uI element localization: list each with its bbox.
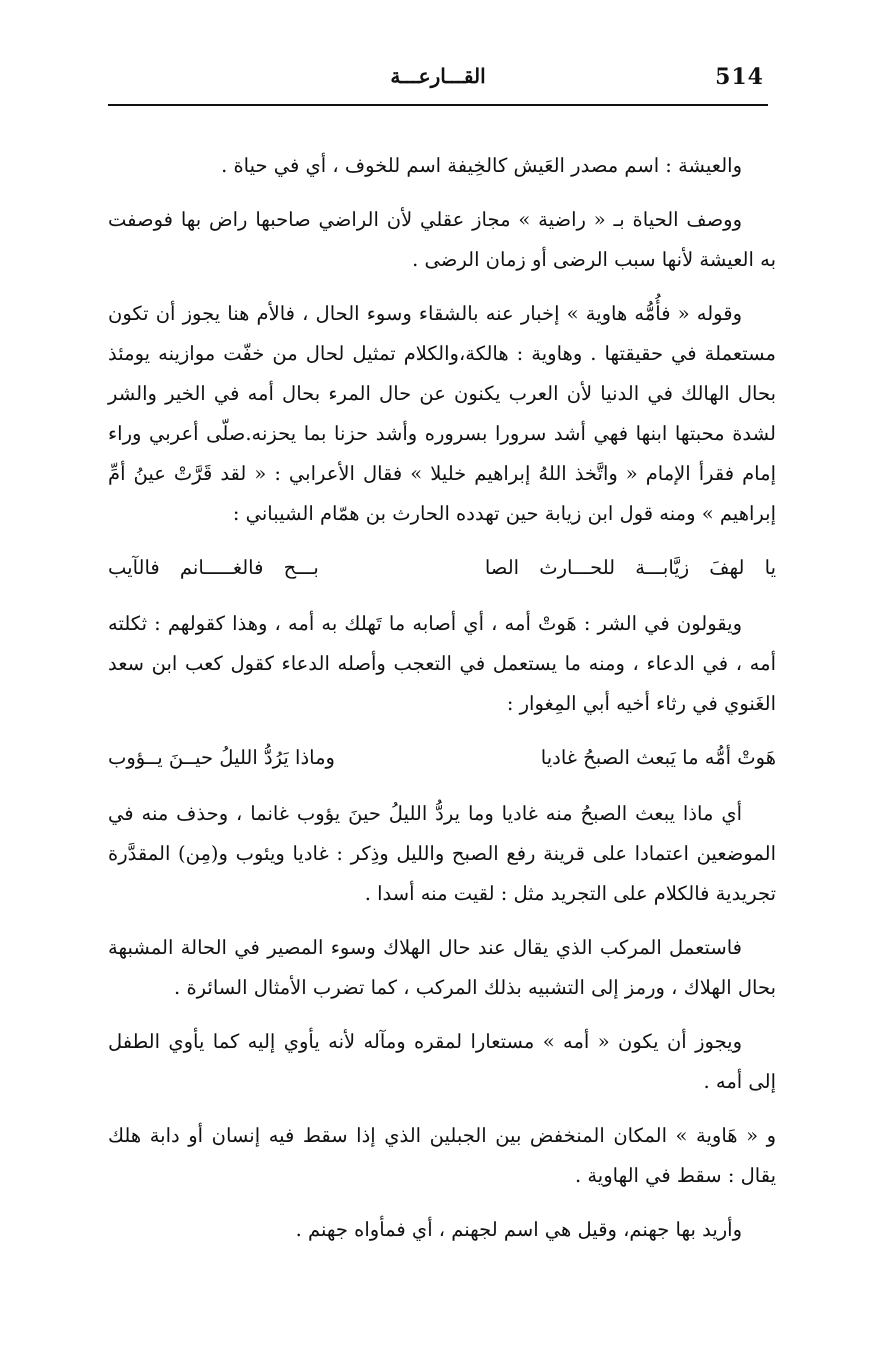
page-number: 514 [715, 64, 764, 90]
verse-hemistich-first: هَوتْ أمُّه ما يَبعث الصبحُ غاديا [540, 746, 776, 769]
paragraph-hawiya-place: و « هَاوية » المكان المنخفض بين الجبلين الذي إذا سقط فيه إنسان أو دابة هلك يقال : سقط في الهاوية . [108, 1124, 776, 1187]
paragraph-jahannam: وأريد بها جهنم، وقيل هي اسم لجهنم ، أي فمأواه جهنم . [295, 1218, 742, 1241]
paragraph-aisha-definition: والعيشة : اسم مصدر العَيش كالخِيفة اسم للخوف ، أي في حياة . [221, 154, 742, 177]
paragraph-ummuhu-hawiya: وقوله « فأُمُّه هاوية » إخبار عنه بالشقاء وسوء الحال ، فالأم هنا يجوز أن تكون مستعملة في حقيقتها . وهاوية : هالكة،والكلام تمثيل لحال من خفّت موازينه يومئذ بحال الهالك في الدنيا لأن العرب يكنون عن حال المرء بحال أمه في الخير والشر لشدة محبتها ابنها فهي أشد سرورا بسروره وأشد حزنا بما يحزنه.صلّى أعربي وراء إمام فقرأ الإمام « واتَّخذ اللهُ إبراهيم خليلا » فقال الأعرابي : « لقد قَرَّتْ عينُ أمِّ إبراهيم » ومنه قول ابن زيابة حين تهدده الحارث بن همّام الشيباني : [108, 302, 776, 525]
page-body [108, 146, 776, 1264]
verse-kaab-al-ghanawi [108, 738, 776, 778]
paragraph-composite-metaphor: فاستعمل المركب الذي يقال عند حال الهلاك وسوء المصير في الحالة المشبهة بحال الهلاك ، ورمز إلى التشبيه بذلك المركب ، كما تضرب الأمثال السائرة . [108, 936, 776, 999]
verse-hemistich-second: وماذا يَرُدُّ الليلُ حيــنَ يــؤوب [108, 746, 335, 769]
verse-hemistich-first: يا لهفَ زيَّابـــة للحـــارث الصا [484, 556, 776, 579]
verse-hemistich-second: بـــح فالغـــــانم فالآيب [108, 556, 319, 579]
paragraph-radiya: ووصف الحياة بـ « راضية » مجاز عقلي لأن الراضي صاحبها راض بها فوصفت به العيشة لأنها سبب الرضى أو زمان الرضى . [108, 208, 776, 271]
paragraph-umm-borrowed: ويجوز أن يكون « أمه » مستعارا لمقره ومآله لأنه يأوي إليه كما يأوي الطفل إلى أمه . [108, 1030, 776, 1093]
page-header [108, 58, 768, 102]
header-rule [108, 104, 768, 106]
verse-ibn-zayyaba [108, 548, 776, 588]
paragraph-hawat-ummuhu: ويقولون في الشر : هَوتْ أمه ، أي أصابه ما تَهلك به أمه ، وهذا كقولهم : ثكلته أمه ، في الدعاء ، ومنه ما يستعمل في التعجب وأصله الدعاء كقول كعب ابن سعد الغَنوي في رثاء أخيه أبي المِغوار : [108, 612, 776, 715]
running-title: القـــارعـــة [390, 64, 486, 88]
paragraph-verse-explanation: أي ماذا يبعث الصبحُ منه غاديا وما يردُّ الليلُ حينَ يؤوب غانما ، وحذف منه في الموضعين اعتمادا على قرينة رفع الصبح والليل وذِكر : غاديا ويئوب و(مِن) المقدَّرة تجريدية فالكلام على التجريد مثل : لقيت منه أسدا . [108, 802, 776, 905]
